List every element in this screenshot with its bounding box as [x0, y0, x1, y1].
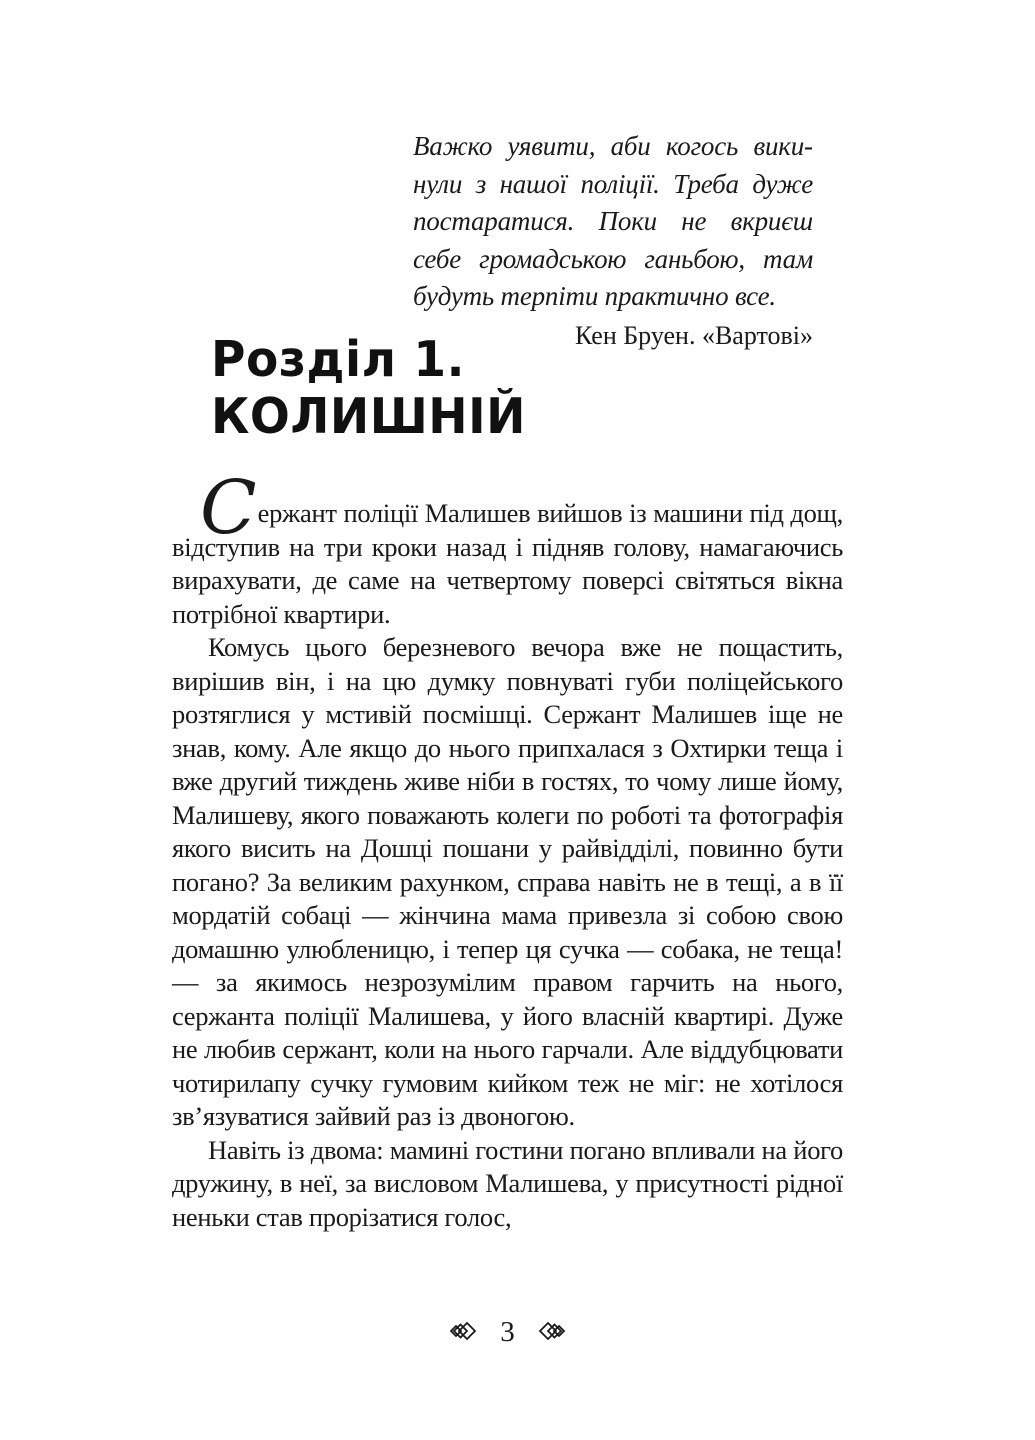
body-text-column — [172, 465, 843, 1234]
diamond-ornament-left-icon — [444, 1319, 478, 1343]
paragraph-text: ержант поліції Малишев вийшов із машини під дощ, відступив на три кроки назад і підняв голову, намагаючись вирахувати, де саме на четвертому поверсі світяться вікна потрібної квартири. — [172, 498, 843, 629]
chapter-number: Розділ 1. — [211, 331, 465, 389]
chapter-heading — [211, 330, 526, 444]
epigraph — [413, 128, 813, 355]
paragraph — [172, 1134, 843, 1235]
chapter-title: КОЛИШНІЙ — [211, 388, 526, 446]
epigraph-text: Важко уявити, аби когось викинули з нашої поліції. Треба дуже постаратися. Поки не вкриєш себе громадською ганьбою, там будуть терпіти практично все. — [413, 131, 813, 312]
paragraph-text: Комусь цього березневого вечора вже не пощастить, вирішив він, і на цю думку повнуваті губи поліцейського розтяглися у мстивій посмішці. Сержант Малишев іще не знав, кому. Але якщо до нього припхалася з Охтирки теща і вже другий тиждень живе ніби в гостях, то чому лише йому, Малишеву, якого поважають колеги по роботі та фотографія якого висить на Дошці пошани у райвідділі, повинно бути погано? За великим рахунком, справа навіть не в тещі, а в її мордатій собаці — жінчина мама привезла зі собою свою домашню улюбленицю, і тепер ця сучка — собака, не теща! — за якимось незрозумілим правом гарчить на нього, сержанта поліції Малишева, у його власній квартирі. Дуже не любив сержант, коли на нього гарчали. Але віддубцювати чотирилапу сучку гумовим кийком теж не міг: не хотілося зв’язуватися зайвий раз із двоногою. — [172, 632, 843, 1131]
epigraph-attribution: Кен Бруен. «Вартові» — [574, 320, 813, 350]
paragraph — [172, 465, 843, 631]
drop-cap-initial: С — [200, 465, 256, 551]
paragraph-text: Навіть із двома: мамині гостини погано впливали на його дружину, в неї, за висловом Малишева, у присутності рідної неньки став прорізатися голос, — [172, 1134, 843, 1232]
paragraph — [172, 631, 843, 1134]
page-footer — [172, 1313, 843, 1349]
page-number: 3 — [500, 1315, 515, 1348]
diamond-ornament-right-icon — [537, 1319, 571, 1343]
